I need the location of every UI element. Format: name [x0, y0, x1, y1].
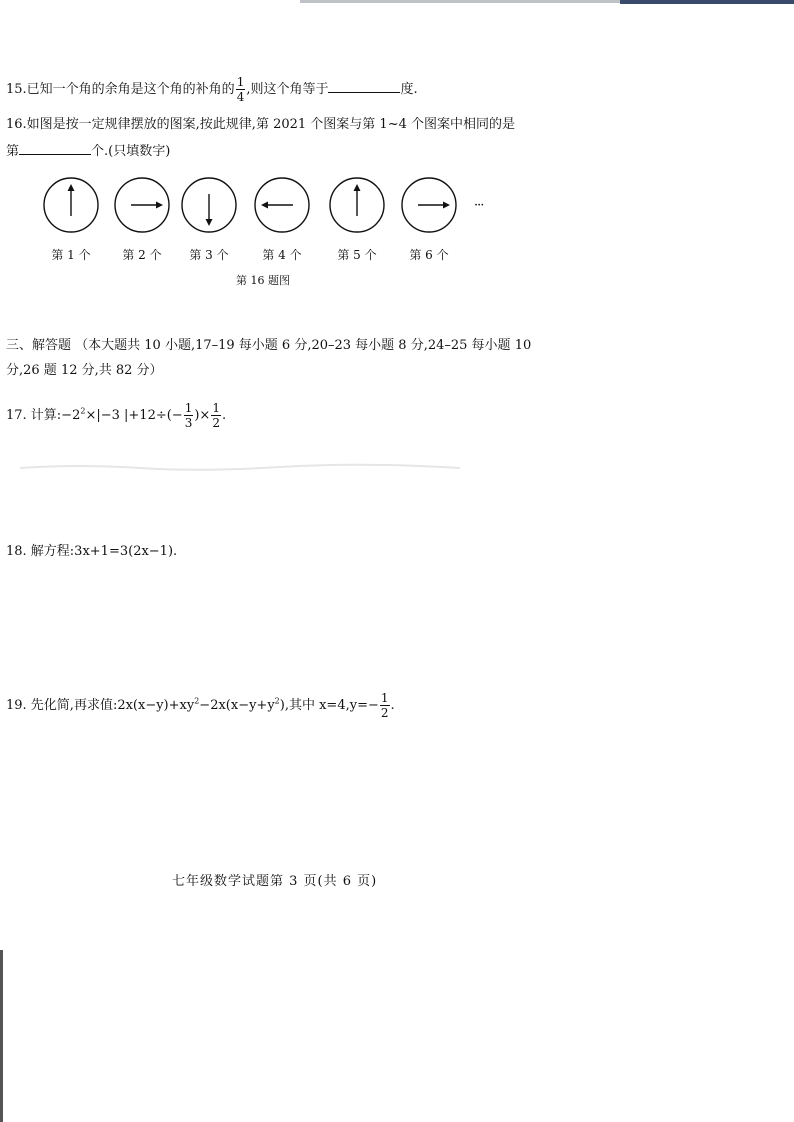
q16-figure-4-clock-icon [253, 176, 311, 234]
q15-middle: ,则这个角等于 [246, 82, 329, 97]
q19-part2: −2x(x−y+y [199, 698, 275, 713]
q17-frac2-num: 1 [212, 401, 220, 415]
page-footer: 七年级数学试题第 3 页(共 6 页) [172, 874, 378, 889]
q17-suffix: . [221, 408, 227, 423]
q17-frac2-den: 2 [212, 416, 220, 430]
scan-edge-top-dark [620, 0, 794, 4]
scan-edge-left [0, 950, 3, 1122]
q19-frac-num: 1 [380, 691, 389, 705]
q16-figure-6-label: 第 6 个 [409, 248, 449, 262]
q17-frac1-den: 3 [184, 416, 193, 430]
q16-answer-blank[interactable] [19, 142, 91, 155]
q16-figure-2-clock-icon [113, 176, 171, 234]
q19-exponent-1: 2 [194, 696, 200, 706]
q17-frac1-num: 1 [184, 401, 193, 415]
q16-figure-1-label: 第 1 个 [51, 248, 91, 262]
q16-figure-5-label: 第 5 个 [337, 248, 377, 262]
question-15 [6, 76, 418, 103]
q19-fraction [380, 692, 390, 719]
q16-caption: 第 16 题图 [236, 274, 290, 287]
q15-answer-blank[interactable] [328, 80, 400, 93]
section3-heading-line2: 分,26 题 12 分,共 82 分） [6, 363, 163, 378]
q19-frac-den: 2 [380, 706, 389, 720]
q17-fraction-1 [184, 402, 194, 429]
q15-frac-num: 1 [236, 75, 245, 89]
q16-figure-2-label: 第 2 个 [122, 248, 162, 262]
q16-figure-4-label: 第 4 个 [262, 248, 302, 262]
q19-part1: 19. 先化简,再求值:2x(x−y)+xy [6, 698, 195, 713]
question-17 [6, 402, 226, 429]
q16-line1: 16.如图是按一定规律摆放的图案,按此规律,第 2021 个图案与第 1~4 个图案中相同的是 [6, 117, 515, 132]
q15-prefix: 15.已知一个角的余角是这个角的补角的 [6, 82, 235, 97]
q17-fraction-2 [211, 402, 221, 429]
q16-figure-1-clock-icon [42, 176, 100, 234]
q16-line2 [6, 142, 170, 158]
q19-exponent-2: 2 [274, 696, 280, 706]
question-19 [6, 692, 395, 719]
q16-line2-suffix: 个.(只填数字) [91, 144, 171, 159]
scan-smudge [20, 462, 460, 472]
q16-line2-prefix: 第 [6, 144, 20, 159]
q16-figure-3-clock-icon [180, 176, 238, 234]
q16-ellipsis: ··· [474, 198, 484, 213]
q17-prefix: 17. 计算:−2 [6, 408, 81, 423]
q15-fraction [236, 76, 246, 103]
q17-middle: ×|−3 |+12÷(− [85, 408, 183, 423]
q19-part3: ),其中 x=4,y=− [279, 698, 379, 713]
q17-after-frac1: )× [194, 408, 211, 423]
q16-figure-3-label: 第 3 个 [189, 248, 229, 262]
q16-figure-6-clock-icon [400, 176, 458, 234]
q17-exponent: 2 [80, 406, 86, 416]
section3-heading-line1: 三、解答题 （本大题共 10 小题,17–19 每小题 6 分,20–23 每小题 8 分,24–25 每小题 10 [6, 338, 532, 353]
q15-suffix: 度. [400, 82, 418, 97]
q15-frac-den: 4 [236, 90, 245, 104]
q19-suffix: . [390, 698, 395, 713]
question-18: 18. 解方程:3x+1=3(2x−1). [6, 544, 178, 559]
q16-figure-5-clock-icon [328, 176, 386, 234]
